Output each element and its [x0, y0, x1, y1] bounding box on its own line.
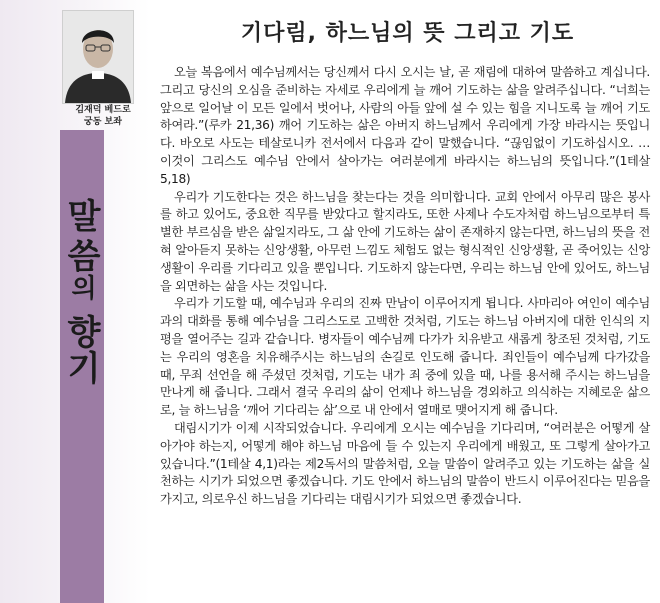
author-role: 궁동 보좌 — [84, 117, 122, 127]
page-title: 기다림, 하느님의 뜻 그리고 기도 — [240, 21, 575, 46]
author-photo — [62, 10, 134, 104]
column-label-char-2: 씀 — [67, 237, 101, 277]
paragraph-1: 오늘 복음에서 예수님께서는 당신께서 다시 오시는 날, 곧 재림에 대하여 말씀하고 계십니다. 그리고 당신의 오심을 준비하는 자세로 우리에게 늘 깨어 기도하는 삶을 알려주십니다. “너희는 앞으로 일어날 이 모든 일에서 벗어나, 사람의 아들 앞에 설 수 있는 힘을 지니도록 늘 깨어 기도하여라.”(루카 21,36) 깨어 기도하는 삶은 아버지 하느님께서 우리에게 가장 바라시는 뜻입니다. 바오로 사도는 테살로니카 전서에서 다음과 같이 말했습니다. “끊임없이 기도하십시오. … 이것이 그리스도 예수님 안에서 살아가는 여러분에게 바라시는 하느님의 뜻입니다.”(1테살 5,18) — [160, 65, 650, 186]
author-caption — [62, 104, 144, 128]
column-label-char-3: 의 — [71, 274, 97, 304]
author-name: 김재덕 베드로 — [75, 105, 131, 115]
paragraph-2: 우리가 기도한다는 것은 하느님을 찾는다는 것을 의미합니다. 교회 안에서 아무리 많은 봉사를 하고 있어도, 중요한 직무를 받았다고 할지라도, 또한 사제나 수도자처럼 하느님으로부터 특별한 부르심을 받은 삶일지라도, 그 삶 안에 기도하는 삶이 존재하지 않는다면, 하느님의 뜻을 전혀 알아듣지 못하는 신앙생활, 아무런 느낌도 체험도 없는 형식적인 신앙생활, 곧 죽어있는 신앙생활이 우리를 기다리고 있을 뿐입니다. 기도하지 않는다면, 우리는 하느님 안에 있어도, 하느님을 외면하는 삶을 사는 것입니다. — [160, 189, 650, 293]
sidebar — [0, 0, 150, 603]
portrait-image — [63, 11, 133, 103]
paragraph-4: 대림시기가 이제 시작되었습니다. 우리에게 오시는 예수님을 기다리며, “여러분은 어떻게 살아가야 하는지, 어떻게 해야 하느님 마음에 들 수 있는지 우리에게 배웠고, 또 그렇게 살아가고 있습니다.”(1테살 4,1)라는 제2독서의 말씀처럼, 오늘 말씀이 알려주고 있는 기도하는 삶을 실천하는 시기가 되었으면 좋겠습니다. 기도 안에서 하느님의 말씀이 반드시 이루어진다는 믿음을 가지고, 의로우신 하느님을 기다리는 대림시기가 되었으면 좋겠습니다. — [160, 420, 650, 507]
column-label-char-5: 기 — [67, 349, 101, 389]
paragraph-3: 우리가 기도할 때, 예수님과 우리의 진짜 만남이 이루어지게 됩니다. 사마리아 여인이 예수님과의 대화를 통해 예수님을 그리스도로 고백한 것처럼, 기도는 하느님 아버지에 대한 인식의 지평을 열어주는 길과 같습니다. 병자들이 예수님께 다가가 치유받고 새롭게 창조된 것처럼, 기도는 우리의 영혼을 치유해주시는 하느님의 손길로 인도해 줍니다. 죄인들이 예수님께 다가갔을 때, 무죄 선언을 해 주셨던 것처럼, 기도는 내가 죄 중에 있을 때, 나를 용서해 주시는 하느님을 만나게 해 줍니다. 그래서 결국 우리의 삶이 언제나 하느님을 경외하고 의식하는 지혜로운 삶으로, 늘 하느님을 ‘깨어 기다리는 삶’으로 내 안에서 열매로 맺어지게 해 줍니다. — [160, 296, 650, 418]
column-label-char-4: 향 — [67, 313, 101, 353]
column-label-char-1: 말 — [67, 197, 101, 237]
article-body — [160, 64, 650, 509]
